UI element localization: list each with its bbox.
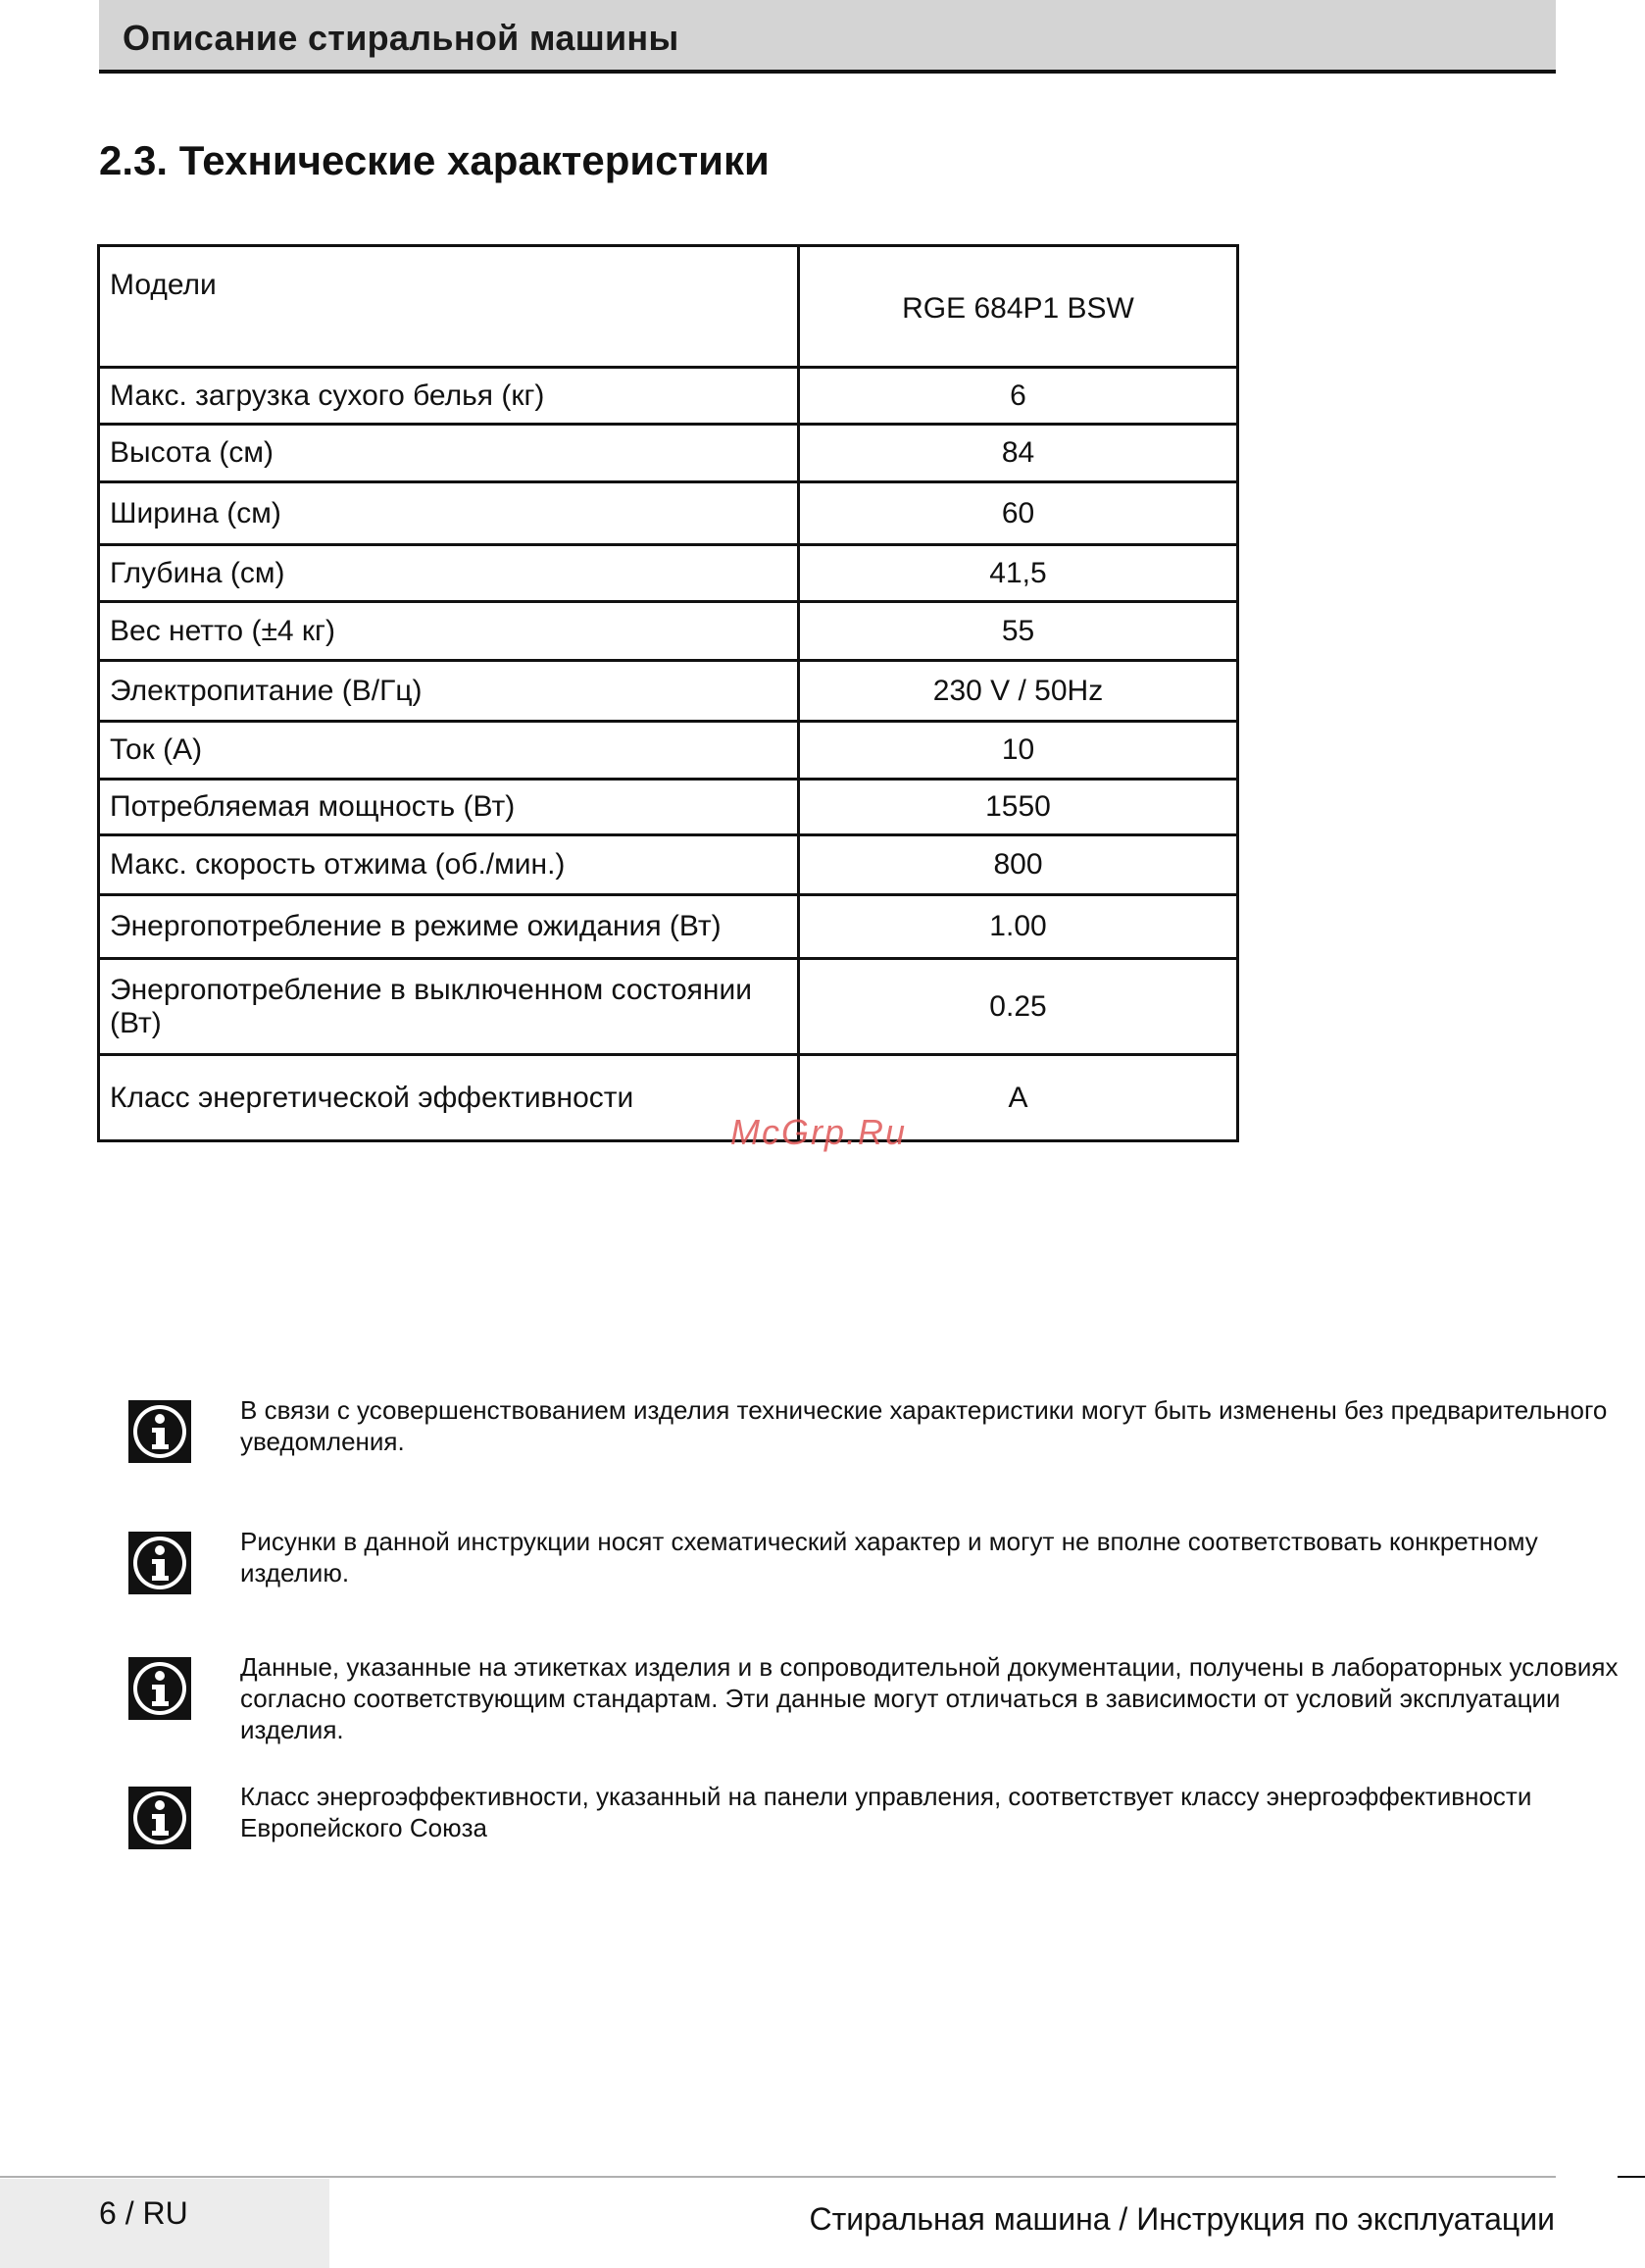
spec-label: Вес нетто (±4 кг) — [99, 602, 799, 661]
table-row — [99, 1055, 1238, 1141]
spec-value: 1.00 — [799, 895, 1238, 959]
note-text: В связи с усовершенствованием изделия технические характеристики могут быть изменены без предварительного уведомления. — [240, 1395, 1608, 1456]
spec-value: A — [799, 1055, 1238, 1141]
watermark: McGrp.Ru — [730, 1112, 908, 1152]
footer-document-title: Стиральная машина / Инструкция по эксплуатации — [809, 2201, 1555, 2237]
table-row — [99, 425, 1238, 482]
table-row — [99, 895, 1238, 959]
table-row — [99, 661, 1238, 722]
spec-label-models: Модели — [99, 246, 799, 368]
spec-label: Энергопотребление в выключенном состоянии (Вт) — [99, 959, 799, 1055]
info-icon — [128, 1787, 191, 1849]
spec-label: Класс энергетической эффективности — [99, 1055, 799, 1141]
spec-value: 6 — [799, 368, 1238, 425]
spec-label: Высота (см) — [99, 425, 799, 482]
table-row — [99, 722, 1238, 780]
table-row — [99, 545, 1238, 602]
spec-label: Ток (A) — [99, 722, 799, 780]
table-row — [99, 602, 1238, 661]
info-icon — [128, 1657, 191, 1720]
table-row — [99, 482, 1238, 545]
spec-value: 84 — [799, 425, 1238, 482]
spec-label: Глубина (см) — [99, 545, 799, 602]
spec-value: 55 — [799, 602, 1238, 661]
info-icon — [128, 1532, 191, 1594]
table-row — [99, 959, 1238, 1055]
spec-value: 60 — [799, 482, 1238, 545]
spec-value: 41,5 — [799, 545, 1238, 602]
footer-edge-mark — [1618, 2176, 1645, 2178]
note-text: Данные, указанные на этикетках изделия и в сопроводительной документации, получены в лабораторных условиях согласно соответствующим стандартам. Эти данные могут отличаться в зависимости от условий эксплуатации изделия. — [240, 1652, 1619, 1744]
header-bar — [99, 0, 1556, 74]
note-text: Класс энергоэффективности, указанный на панели управления, соответствует классу энергоэффективности Европейского Союза — [240, 1782, 1532, 1842]
spec-value: 0.25 — [799, 959, 1238, 1055]
spec-label: Потребляемая мощность (Вт) — [99, 780, 799, 835]
page-number: 6 / RU — [99, 2195, 188, 2231]
section-title: 2.3. Технические характеристики — [99, 137, 770, 183]
spec-label: Макс. загрузка сухого белья (кг) — [99, 368, 799, 425]
spec-label: Электропитание (В/Гц) — [99, 661, 799, 722]
spec-label: Макс. скорость отжима (об./мин.) — [99, 835, 799, 895]
spec-value: 800 — [799, 835, 1238, 895]
table-row — [99, 780, 1238, 835]
spec-value: 10 — [799, 722, 1238, 780]
table-row — [99, 368, 1238, 425]
spec-value: 1550 — [799, 780, 1238, 835]
table-row — [99, 246, 1238, 368]
spec-value-models: RGE 684P1 BSW — [799, 246, 1238, 368]
spec-label: Ширина (см) — [99, 482, 799, 545]
spec-label: Энергопотребление в режиме ожидания (Вт) — [99, 895, 799, 959]
note-text: Рисунки в данной инструкции носят схематический характер и могут не вполне соответствовать конкретному изделию. — [240, 1527, 1538, 1588]
spec-value: 230 V / 50Hz — [799, 661, 1238, 722]
footer-divider — [0, 2176, 1556, 2178]
table-row — [99, 835, 1238, 895]
info-icon — [128, 1400, 191, 1463]
header-title: Описание стиральной машины — [123, 18, 679, 58]
specs-table — [97, 244, 1239, 1142]
